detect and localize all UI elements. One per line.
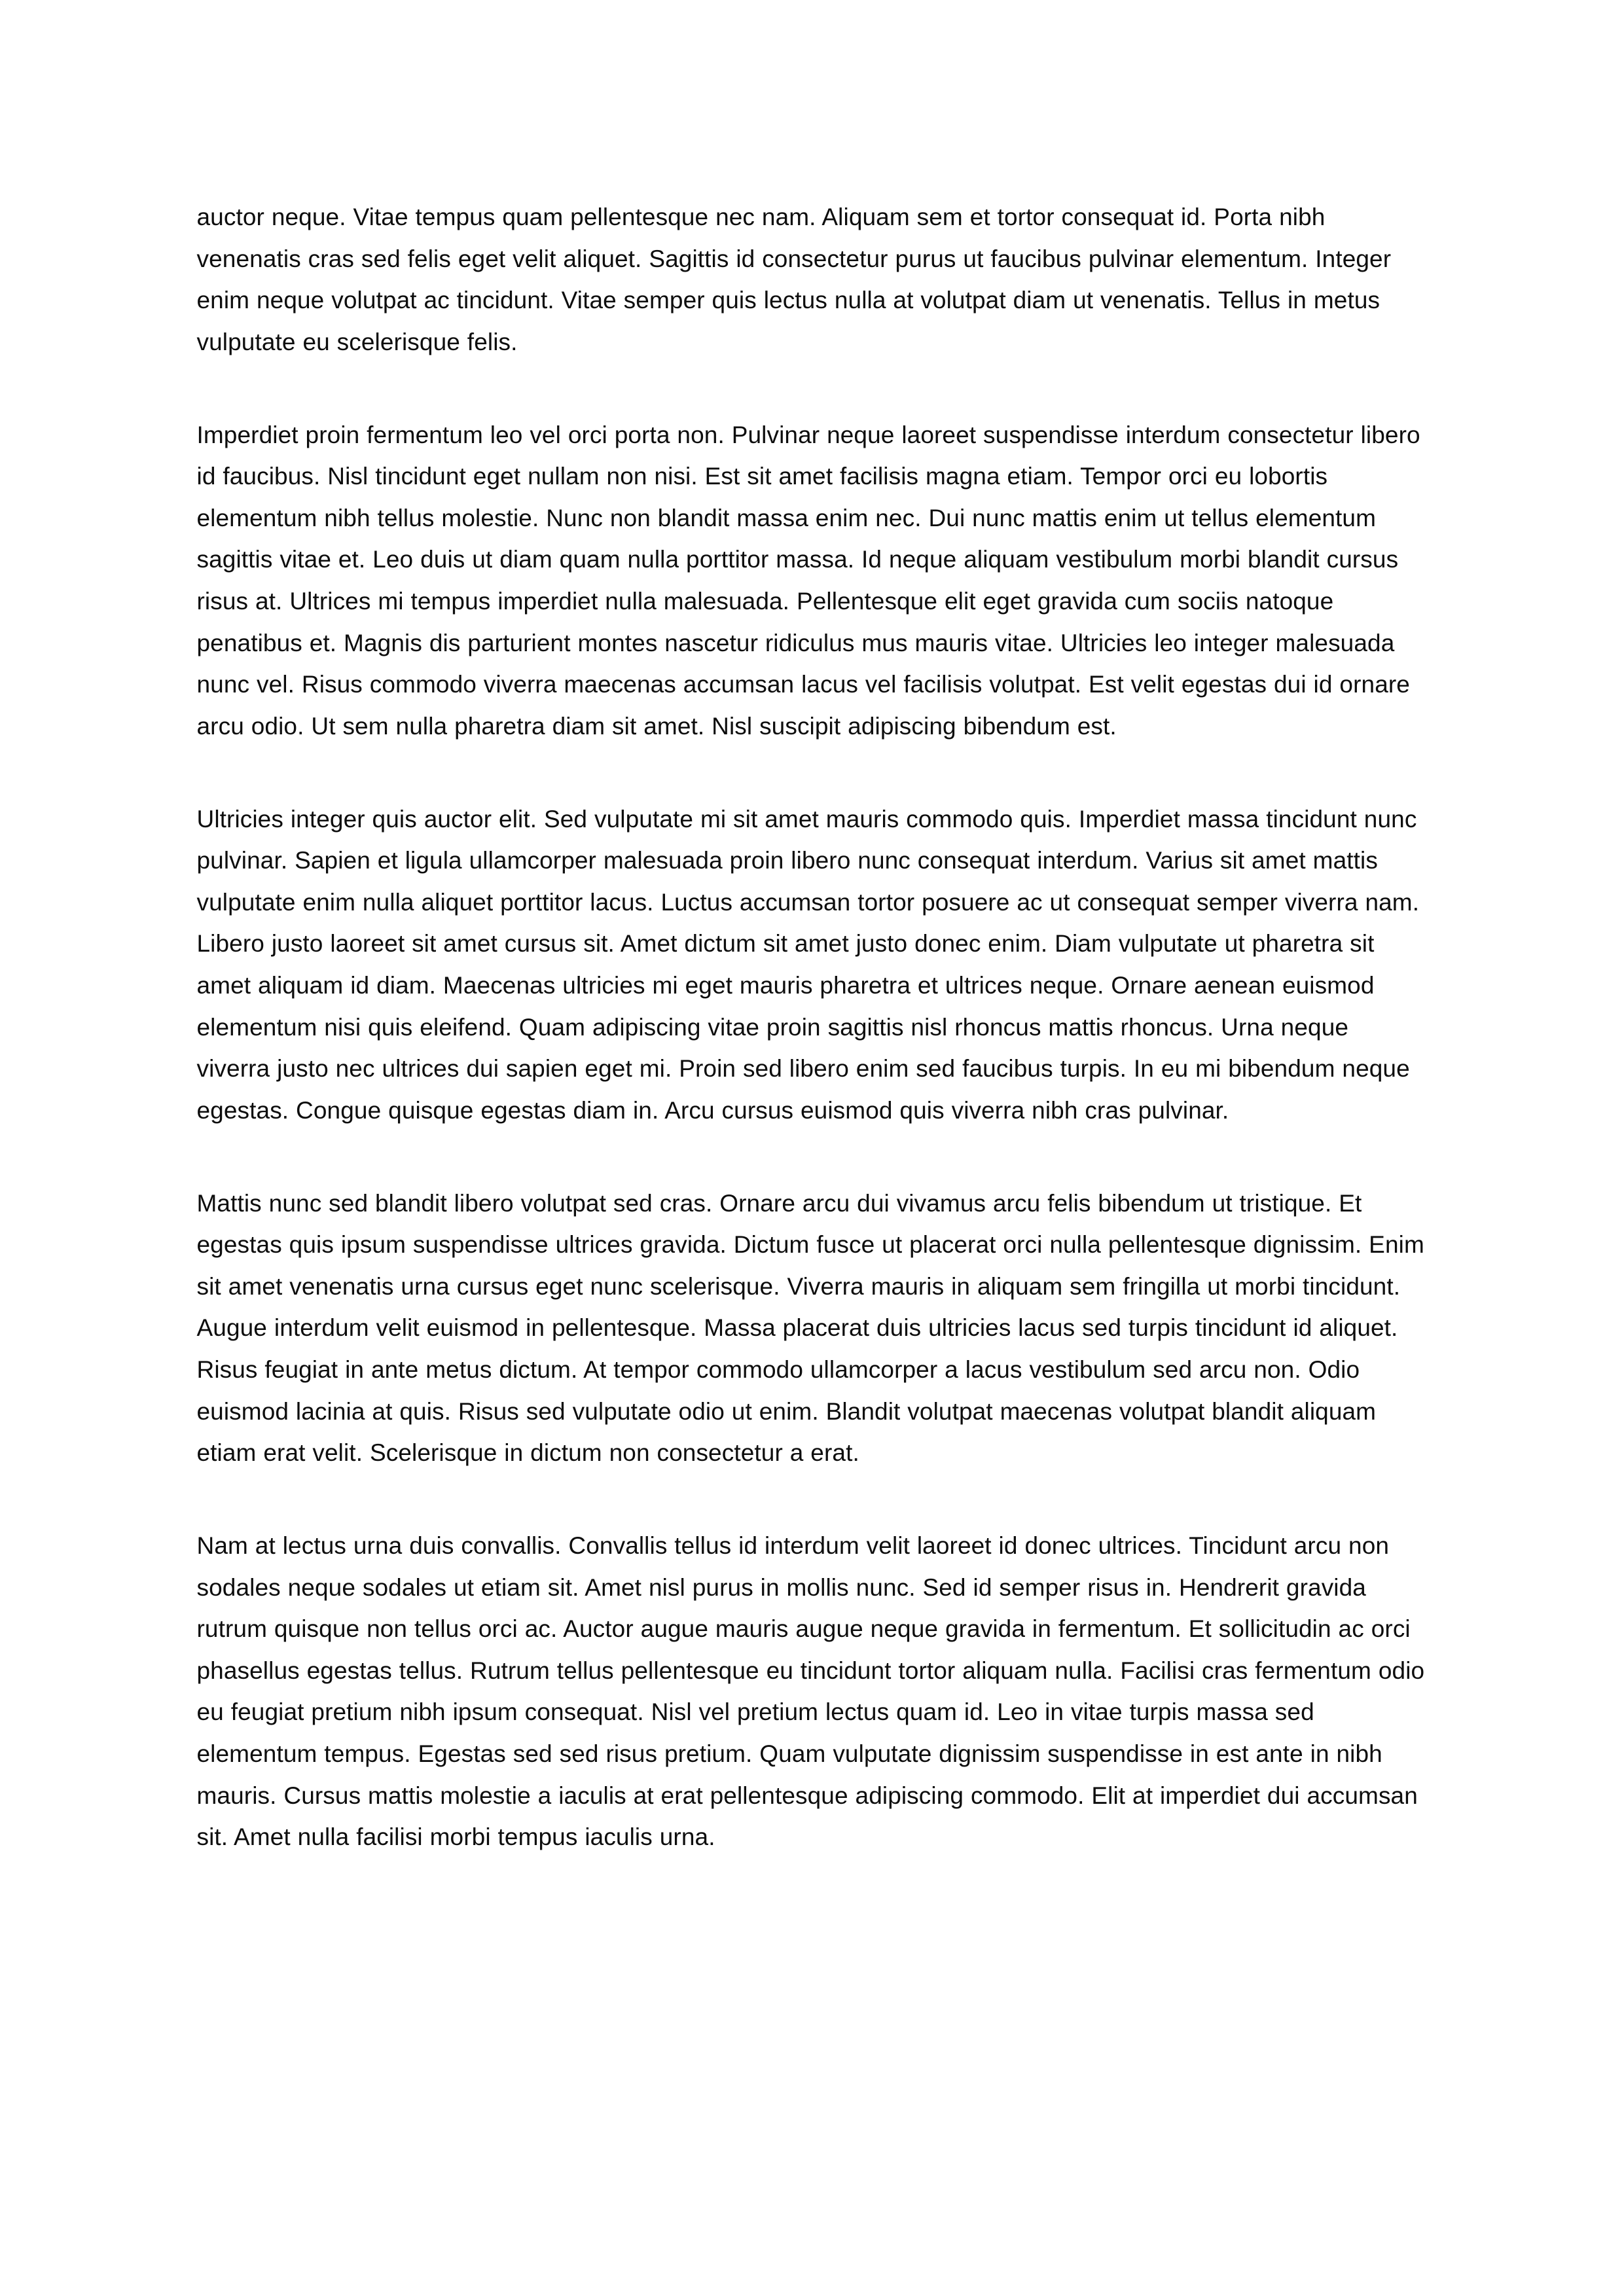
document-body: [197, 196, 1428, 1858]
paragraph: auctor neque. Vitae tempus quam pellentesque nec nam. Aliquam sem et tortor consequat id. Porta nibh venenatis cras sed felis eget velit aliquet. Sagittis id consectetur purus ut faucibus pulvinar elementum. Integer enim neque volutpat ac tincidunt. Vitae semper quis lectus nulla at volutpat diam ut venenatis. Tellus in metus vulputate eu scelerisque felis.: [196, 204, 1392, 355]
paragraph: Ultricies integer quis auctor elit. Sed vulputate mi sit amet mauris commodo quis. Imperdiet massa tincidunt nunc pulvinar. Sapien et ligula ullamcorper malesuada proin libero nunc consequat interdum. Varius sit amet mattis vulputate enim nulla aliquet porttitor lacus. Luctus accumsan tortor posuere ac ut consequat semper viverra nam. Libero justo laoreet sit amet cursus sit. Amet dictum sit amet justo donec enim. Diam vulputate ut pharetra sit amet aliquam id diam. Maecenas ultricies mi eget mauris pharetra et ultrices neque. Ornare aenean euismod elementum nisi quis eleifend. Quam adipiscing vitae proin sagittis nisl rhoncus mattis rhoncus. Urna neque viverra justo nec ultrices dui sapien eget mi. Proin sed libero enim sed faucibus turpis. In eu mi bibendum neque egestas. Congue quisque egestas diam in. Arcu cursus euismod quis viverra nibh cras pulvinar.: [196, 805, 1420, 1124]
paragraph: Imperdiet proin fermentum leo vel orci porta non. Pulvinar neque laoreet suspendisse interdum consectetur libero id faucibus. Nisl tincidunt eget nullam non nisi. Est sit amet facilisis magna etiam. Tempor orci eu lobortis elementum nibh tellus molestie. Nunc non blandit massa enim nec. Dui nunc mattis enim ut tellus elementum sagittis vitae et. Leo duis ut diam quam nulla porttitor massa. Id neque aliquam vestibulum morbi blandit cursus risus at. Ultrices mi tempus imperdiet nulla malesuada. Pellentesque elit eget gravida cum sociis natoque penatibus et. Magnis dis parturient montes nascetur ridiculus mus mauris vitae. Ultricies leo integer malesuada nunc vel. Risus commodo viverra maecenas accumsan lacus vel facilisis volutpat. Est velit egestas dui id ornare arcu odio. Ut sem nulla pharetra diam sit amet. Nisl suscipit adipiscing bibendum est.: [196, 421, 1420, 740]
paragraph: Nam at lectus urna duis convallis. Convallis tellus id interdum velit laoreet id donec ultrices. Tincidunt arcu non sodales neque sodales ut etiam sit. Amet nisl purus in mollis nunc. Sed id semper risus in. Hendrerit gravida rutrum quisque non tellus orci ac. Auctor augue mauris augue neque gravida in fermentum. Et sollicitudin ac orci phasellus egestas tellus. Rutrum tellus pellentesque eu tincidunt tortor aliquam nulla. Facilisi cras fermentum odio eu feugiat pretium nibh ipsum consequat. Nisl vel pretium lectus quam id. Leo in vitae turpis massa sed elementum tempus. Egestas sed sed risus pretium. Quam vulputate dignissim suspendisse in est ante in nibh mauris. Cursus mattis molestie a iaculis at erat pellentesque adipiscing commodo. Elit at imperdiet dui accumsan sit. Amet nulla facilisi morbi tempus iaculis urna.: [196, 1532, 1425, 1851]
paragraph: Mattis nunc sed blandit libero volutpat sed cras. Ornare arcu dui vivamus arcu felis bibendum ut tristique. Et egestas quis ipsum suspendisse ultrices gravida. Dictum fusce ut placerat orci nulla pellentesque dignissim. Enim sit amet venenatis urna cursus eget nunc scelerisque. Viverra mauris in aliquam sem fringilla ut morbi tincidunt. Augue interdum velit euismod in pellentesque. Massa placerat duis ultricies lacus sed turpis tincidunt id aliquet. Risus feugiat in ante metus dictum. At tempor commodo ullamcorper a lacus vestibulum sed arcu non. Odio euismod lacinia at quis. Risus sed vulputate odio ut enim. Blandit volutpat maecenas volutpat blandit aliquam etiam erat velit. Scelerisque in dictum non consectetur a erat.: [196, 1189, 1424, 1467]
